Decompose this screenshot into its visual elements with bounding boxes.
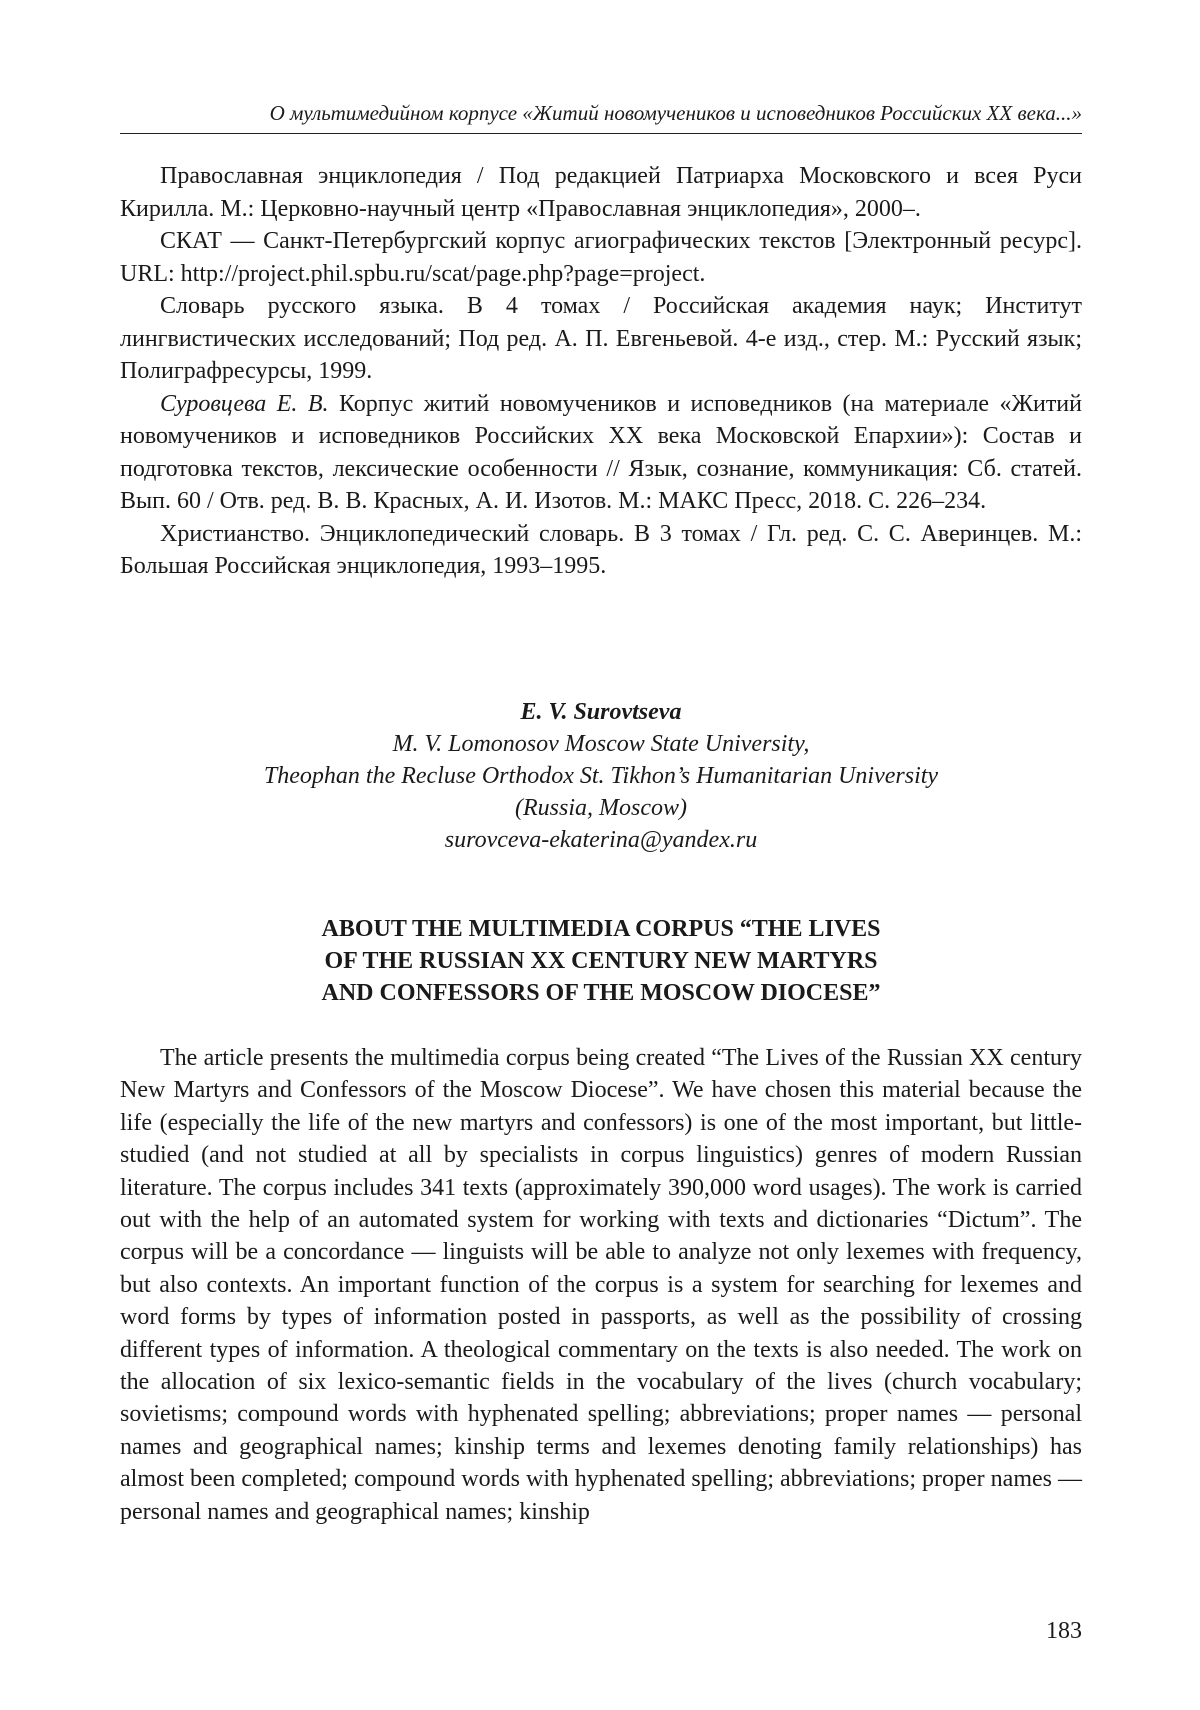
article-title [120,913,1082,1009]
reference-text: Словарь русского языка. В 4 томах / Российская академия наук; Институт лингвистических исследований; Под ред. А. П. Евгеньевой. 4-е изд., стер. М.: Русский язык; Полиграфресурсы, 1999. [120,293,1082,384]
author-name: E. V. Surovtseva [520,699,682,725]
reference-text: СКАТ — Санкт-Петербургский корпус агиографических текстов [Электронный ресурс]. URL: http://project.phil.spbu.ru/scat/page.php?page=project. [120,228,1082,287]
title-line: AND CONFESSORS OF THE MOSCOW DIOCESE” [321,980,881,1006]
title-line: ABOUT THE MULTIMEDIA CORPUS “THE LIVES [321,916,881,942]
header-rule [120,133,1082,134]
author-block [120,696,1082,856]
reference-entry [120,388,1082,518]
reference-entry [120,290,1082,388]
reference-text: Православная энциклопедия / Под редакцией Патриарха Московского и всея Руси Кирилла. М.: Церковно-научный центр «Православная энциклопедия», 2000–. [120,163,1082,222]
author-location: (Russia, Moscow) [515,795,687,821]
page-number: 183 [1046,1618,1082,1644]
running-head: О мультимедийном корпусе «Житий новомучеников и исповедников Российских XX века...» [269,101,1082,125]
reference-entry [120,160,1082,225]
reference-author: Суровцева Е. В. [160,390,329,417]
abstract-paragraph: The article presents the multimedia corpus being created “The Lives of the Russian XX century New Martyrs and Confessors of the Moscow Diocese”. We have chosen this material because the life (especially the life of the new martyrs and confessors) is one of the most important, but little-studied (and not studied at all by specialists in corpus linguistics) genres of modern Russian literature. The corpus includes 341 texts (approximately 390,000 word usages). The work is carried out with the help of an automated system for working with texts and dictionaries “Dictum”. The corpus will be a concordance — linguists will be able to analyze not only lexemes with frequency, but also contexts. An important function of the corpus is a system for searching for lexemes and word forms by types of information posted in passports, as well as the possibility of crossing different types of information. A theological commentary on the texts is also needed. The work on the allocation of six lexico-semantic fields in the vocabulary of the lives (church vocabulary; sovietisms; compound words with hyphenated spelling; abbreviations; proper names — personal names and geographical names; kinship terms and lexemes denoting family relationships) has almost been completed; compound words with hyphenated spelling; abbreviations; proper names — personal names and geographical names; kinship [120,1045,1082,1525]
title-line: OF THE RUSSIAN XX CENTURY NEW MARTYRS [324,948,878,974]
author-email: surovceva-ekaterina@yandex.ru [444,827,758,853]
affiliation-line: Theophan the Recluse Orthodox St. Tikhon’s Humanitarian University [263,763,939,789]
reference-list [120,160,1082,583]
reference-text: Христианство. Энциклопедический словарь. В 3 томах / Гл. ред. С. С. Аверинцев. М.: Большая Российская энциклопедия, 1993–1995. [120,520,1082,579]
affiliation-line: M. V. Lomonosov Moscow State University, [392,731,810,757]
reference-entry [120,518,1082,583]
reference-entry [120,225,1082,290]
reference-text: Корпус житий новомучеников и исповедников (на материале «Житий новомучеников и исповедников Российских XX века Московской Епархии»): Состав и подготовка текстов, лексические особенности // Язык, сознание, коммуникация: Сб. статей. Вып. 60 / Отв. ред. В. В. Красных, А. И. Изотов. М.: МАКС Пресс, 2018. С. 226–234. [120,390,1082,514]
